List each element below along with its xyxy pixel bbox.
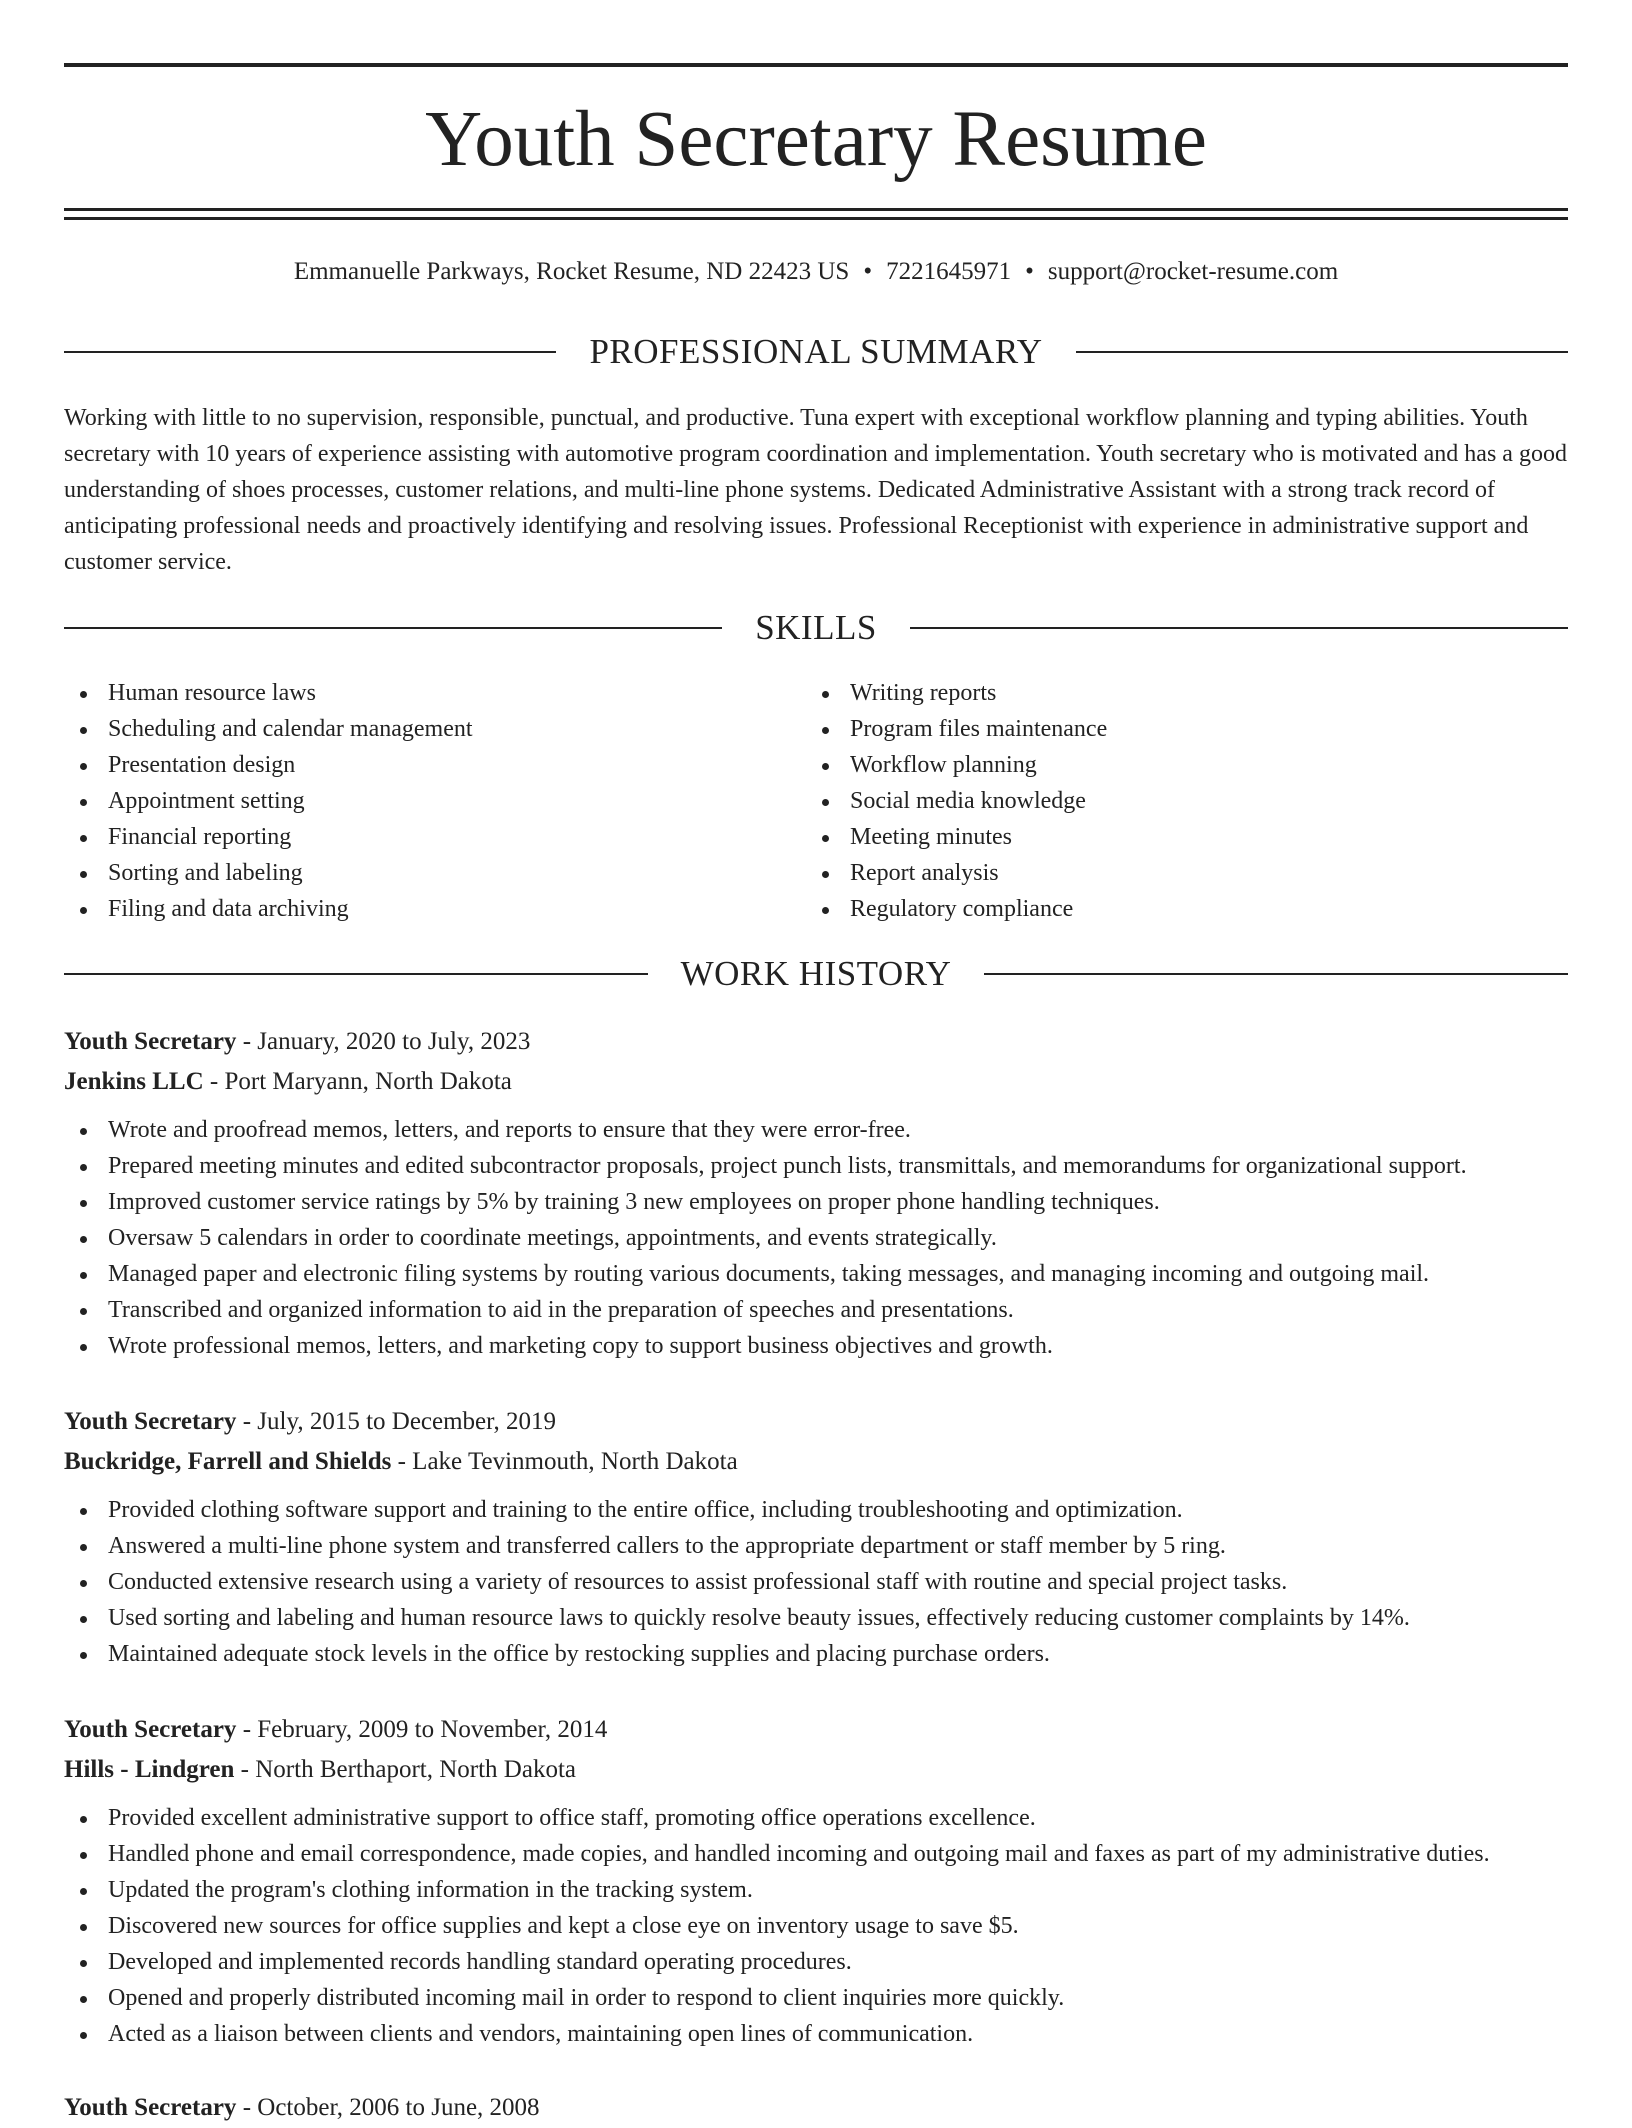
skills-column-left bbox=[64, 675, 806, 927]
page-title: Youth Secretary Resume bbox=[425, 96, 1207, 183]
contact-email: support@rocket-resume.com bbox=[1047, 258, 1339, 285]
job-company-line bbox=[64, 1750, 1568, 1790]
job-bullet: Oversaw 5 calendars in order to coordinate meetings, appointments, and events strategically. bbox=[64, 1220, 1568, 1256]
job-bullet: Acted as a liaison between clients and vendors, maintaining open lines of communication. bbox=[64, 2016, 1568, 2052]
job-bullet: Wrote and proofread memos, letters, and reports to ensure that they were error-free. bbox=[64, 1112, 1568, 1148]
section-title-skills: SKILLS bbox=[755, 608, 877, 647]
job-company: Jenkins LLC bbox=[64, 1068, 204, 1095]
skill-item: Human resource laws bbox=[64, 675, 806, 711]
job-bullet: Managed paper and electronic filing systems by routing various documents, taking messages, and managing incoming and outgoing mail. bbox=[64, 1256, 1568, 1292]
skill-item: Regulatory compliance bbox=[806, 891, 1548, 927]
contact-address: Emmanuelle Parkways, Rocket Resume, ND 22423 US bbox=[293, 258, 850, 285]
job-bullet: Used sorting and labeling and human resource laws to quickly resolve beauty issues, effectively reducing customer complaints by 14%. bbox=[64, 1600, 1568, 1636]
skill-item: Appointment setting bbox=[64, 783, 806, 819]
job-company-line bbox=[64, 1442, 1568, 1482]
skills-list bbox=[64, 675, 1568, 927]
job-title: Youth Secretary bbox=[64, 2094, 237, 2121]
job-dates: - July, 2015 to December, 2019 bbox=[236, 1408, 556, 1435]
job-bullet: Provided clothing software support and training to the entire office, including troubleshooting and optimization. bbox=[64, 1492, 1568, 1528]
divider-line bbox=[984, 973, 1568, 975]
skill-item: Report analysis bbox=[806, 855, 1548, 891]
job-company: Hills - Lindgren bbox=[64, 1756, 235, 1783]
job-location: - Lake Tevinmouth, North Dakota bbox=[391, 1448, 738, 1475]
contact-phone: 7221645971 bbox=[886, 258, 1012, 285]
skill-item: Meeting minutes bbox=[806, 819, 1548, 855]
top-rule bbox=[64, 63, 1568, 67]
job-title: Youth Secretary bbox=[64, 1028, 237, 1055]
job-title: Youth Secretary bbox=[64, 1716, 237, 1743]
job-bullet: Maintained adequate stock levels in the office by restocking supplies and placing purchase orders. bbox=[64, 1636, 1568, 1672]
section-heading-work bbox=[64, 952, 1568, 996]
skill-item: Sorting and labeling bbox=[64, 855, 806, 891]
skill-item: Writing reports bbox=[806, 675, 1548, 711]
job-bullet: Provided excellent administrative support to office staff, promoting office operations excellence. bbox=[64, 1800, 1568, 1836]
job-entry bbox=[64, 1710, 1568, 2052]
job-role-line bbox=[64, 1402, 1568, 1442]
skill-item: Social media knowledge bbox=[806, 783, 1548, 819]
job-bullet: Prepared meeting minutes and edited subcontractor proposals, project punch lists, transmittals, and memorandums for organizational support. bbox=[64, 1148, 1568, 1184]
job-dates: - January, 2020 to July, 2023 bbox=[236, 1028, 531, 1055]
job-dates: - October, 2006 to June, 2008 bbox=[236, 2094, 540, 2121]
separator-dot: • bbox=[1025, 258, 1034, 285]
skill-item: Presentation design bbox=[64, 747, 806, 783]
job-bullet: Answered a multi-line phone system and transferred callers to the appropriate department or staff member by 5 ring. bbox=[64, 1528, 1568, 1564]
job-role-line bbox=[64, 1022, 1568, 1062]
job-bullet: Conducted extensive research using a variety of resources to assist professional staff with routine and special project tasks. bbox=[64, 1564, 1568, 1600]
section-title-summary: PROFESSIONAL SUMMARY bbox=[589, 332, 1043, 371]
job-entry bbox=[64, 2088, 1568, 2128]
skill-item: Scheduling and calendar management bbox=[64, 711, 806, 747]
job-title: Youth Secretary bbox=[64, 1408, 237, 1435]
divider-line bbox=[64, 973, 648, 975]
divider-line bbox=[910, 627, 1568, 629]
contact-line bbox=[64, 254, 1568, 290]
section-title-work: WORK HISTORY bbox=[680, 954, 952, 993]
divider-line bbox=[64, 627, 722, 629]
divider-line bbox=[64, 351, 556, 353]
skill-item: Financial reporting bbox=[64, 819, 806, 855]
double-rule bbox=[64, 208, 1568, 220]
job-company-line bbox=[64, 1062, 1568, 1102]
job-bullets bbox=[64, 1492, 1568, 1672]
skill-item: Filing and data archiving bbox=[64, 891, 806, 927]
section-heading-summary bbox=[64, 330, 1568, 374]
job-bullets bbox=[64, 1112, 1568, 1364]
separator-dot: • bbox=[863, 258, 873, 285]
job-bullet: Updated the program's clothing information in the tracking system. bbox=[64, 1872, 1568, 1908]
job-dates: - February, 2009 to November, 2014 bbox=[236, 1716, 608, 1743]
job-role-line bbox=[64, 2088, 1568, 2128]
job-bullet: Discovered new sources for office supplies and kept a close eye on inventory usage to save $5. bbox=[64, 1908, 1568, 1944]
job-bullet: Transcribed and organized information to aid in the preparation of speeches and presentations. bbox=[64, 1292, 1568, 1328]
job-bullet: Handled phone and email correspondence, made copies, and handled incoming and outgoing mail and faxes as part of my administrative duties. bbox=[64, 1836, 1568, 1872]
divider-line bbox=[1076, 351, 1568, 353]
job-location: - Port Maryann, North Dakota bbox=[203, 1068, 512, 1095]
job-bullets bbox=[64, 1800, 1568, 2052]
summary-text: Working with little to no supervision, responsible, punctual, and productive. Tuna expert with exceptional workflow planning and typing abilities. Youth secretary with 10 years of experience assisting with automotive program coordination and implementation. Youth secretary who is motivated and has a good understanding of shoes processes, customer relations, and multi-line phone systems. Dedicated Administrative Assistant with a strong track record of anticipating professional needs and proactively identifying and resolving issues. Professional Receptionist with experience in administrative support and customer service. bbox=[64, 405, 1567, 575]
job-entry bbox=[64, 1022, 1568, 1364]
job-bullet: Improved customer service ratings by 5% by training 3 new employees on proper phone handling techniques. bbox=[64, 1184, 1568, 1220]
job-location: - North Berthaport, North Dakota bbox=[234, 1756, 576, 1783]
job-bullet: Wrote professional memos, letters, and marketing copy to support business objectives and growth. bbox=[64, 1328, 1568, 1364]
skill-item: Program files maintenance bbox=[806, 711, 1548, 747]
skills-column-right bbox=[806, 675, 1548, 927]
job-entry bbox=[64, 1402, 1568, 1672]
section-heading-skills bbox=[64, 606, 1568, 650]
job-role-line bbox=[64, 1710, 1568, 1750]
job-bullet: Opened and properly distributed incoming mail in order to respond to client inquiries more quickly. bbox=[64, 1980, 1568, 2016]
job-company: Buckridge, Farrell and Shields bbox=[64, 1448, 392, 1475]
job-bullet: Developed and implemented records handling standard operating procedures. bbox=[64, 1944, 1568, 1980]
skill-item: Workflow planning bbox=[806, 747, 1548, 783]
